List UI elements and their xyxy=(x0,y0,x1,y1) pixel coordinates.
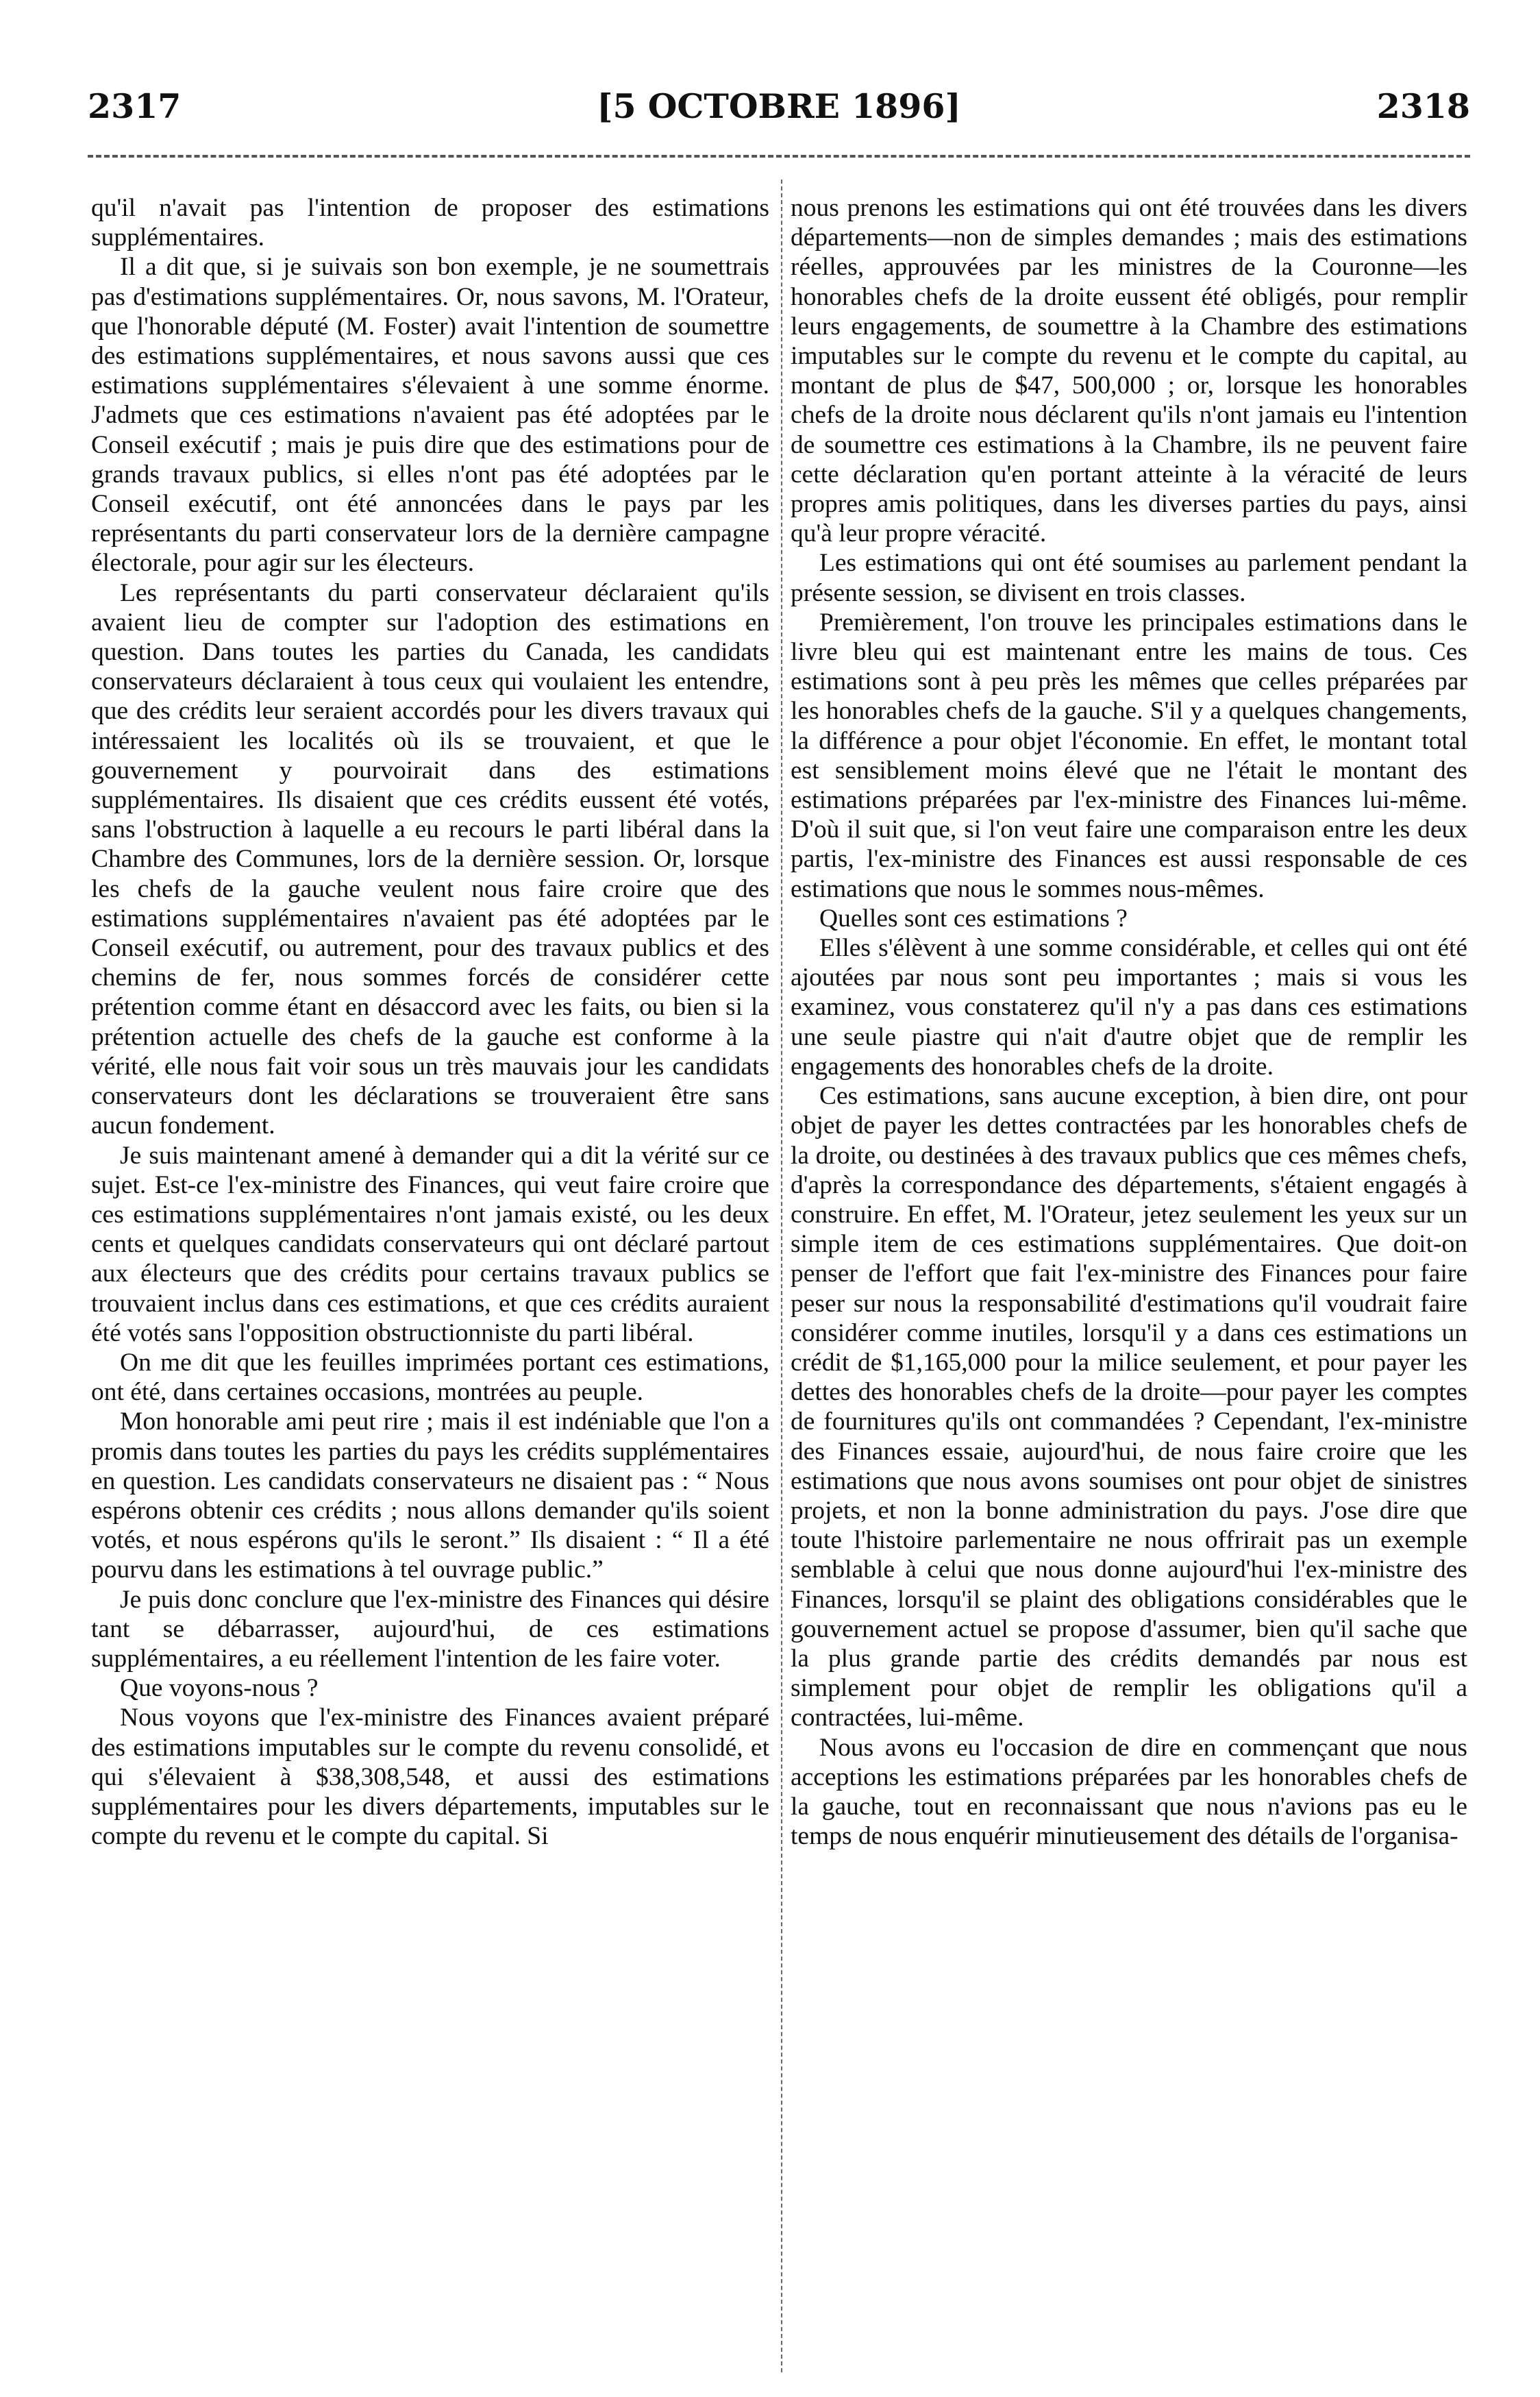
right-column xyxy=(791,193,1467,2352)
paragraph: Mon honorable ami peut rire ; mais il est indéniable que l'on a promis dans toutes les parties du pays les crédits supplémentaires en question. Les candidats conservateurs ne disaient pas : “ Nous espérons obtenir ces crédits ; nous allons demander qu'ils soient votés, et nous espérons qu'ils le seront.” Ils disaient : “ Il a été pourvu dans les estimations à tel ouvrage public.” xyxy=(91,1408,769,1584)
paragraph: Nous avons eu l'occasion de dire en commençant que nous acceptions les estimations préparées par les honorables chefs de la gauche, tout en reconnaissant que nous n'avions pas eu le temps de nous enquérir minutieusement des détails de l'organisa- xyxy=(791,1733,1467,1851)
paragraph: Ces estimations, sans aucune exception, à bien dire, ont pour objet de payer les dettes contractées par les honorables chefs de la droite, ou destinées à des travaux publics que ces mêmes chefs, d'après la correspondance des départements, s'étaient engagés à construire. En effet, M. l'Orateur, jetez seulement les yeux sur un simple item de ces estimations supplémentaires. Que doit-on penser de l'effort que fait l'ex-ministre des Finances pour faire peser sur nous la responsabilité d'estimations qu'il voudrait faire considérer comme inutiles, lorsqu'il y a dans ces estimations un crédit de $1,165,000 pour la milice seulement, et pour payer les dettes des honorables chefs de la droite—pour payer les comptes de fournitures qu'ils ont commandées ? Cependant, l'ex-ministre des Finances essaie, aujourd'hui, de nous faire croire que les estimations que nous avons soumises ont pour objet de sinistres projets, et non la bonne administration du pays. J'ose dire que toute l'histoire parlementaire ne nous offrirait pas un exemple semblable à celui que nous donne aujourd'hui l'ex-ministre des Finances, lorsqu'il se plaint des obligations considérables que le gouvernement actuel se propose d'assumer, bien qu'il sache que la plus grande partie des crédits demandés par nous est simplement pour objet de remplir les obligations qu'il a contractées, lui-même. xyxy=(791,1082,1467,1732)
column-divider xyxy=(781,180,782,2372)
paragraph: Elles s'élèvent à une somme considérable, et celles qui ont été ajoutées par nous sont peu importantes ; mais si vous les examinez, vous constaterez qu'il n'y a pas dans ces estimations une seule piastre qui n'ait d'autre objet que de remplir les engagements des honorables chefs de la droite. xyxy=(791,934,1467,1081)
paragraph: Il a dit que, si je suivais son bon exemple, je ne soumettrais pas d'estimations supplémentaires. Or, nous savons, M. l'Orateur, que l'honorable député (M. Foster) avait l'intention de soumettre des estimations supplémentaires, et nous savons aussi que ces estimations supplémentaires s'élevaient à une somme énorme. J'admets que ces estimations n'avaient pas été adoptées par le Conseil exécutif ; mais je puis dire que des estimations pour de grands travaux publics, si elles n'ont pas été adoptées par le Conseil exécutif, ont été annoncées dans le pays par les représentants du parti conservateur lors de la dernière campagne électorale, pour agir sur les électeurs. xyxy=(91,253,769,578)
left-column xyxy=(91,193,769,2352)
paragraph: Les estimations qui ont été soumises au parlement pendant la présente session, se divisent en trois classes. xyxy=(791,549,1467,607)
page-number-left: 2317 xyxy=(88,86,182,126)
header-date: [5 OCTOBRE 1896] xyxy=(597,86,961,126)
paragraph: On me dit que les feuilles imprimées portant ces estimations, ont été, dans certaines occasions, montrées au peuple. xyxy=(91,1348,769,1407)
page-header xyxy=(88,81,1470,143)
paragraph: Que voyons-nous ? xyxy=(120,1674,319,1703)
paragraph: Quelles sont ces estimations ? xyxy=(819,904,1128,933)
header-rule xyxy=(88,155,1470,158)
paragraph: Je suis maintenant amené à demander qui a dit la vérité sur ce sujet. Est-ce l'ex-ministre des Finances, qui veut faire croire que ces estimations supplémentaires n'ont jamais existé, ou les deux cents et quelques candidats conservateurs qui ont déclaré partout aux électeurs que des crédits pour certains travaux publics se trouvaient inclus dans ces estimations, et que ces crédits auraient été votés sans l'opposition obstructionniste du parti libéral. xyxy=(91,1141,769,1347)
paragraph: Premièrement, l'on trouve les principales estimations dans le livre bleu qui est maintenant entre les mains de tous. Ces estimations sont à peu près les mêmes que celles préparées par les honorables chefs de la gauche. S'il y a quelques changements, la différence a pour objet l'économie. En effet, le montant total est sensiblement moins élevé que ne l'était le montant des estimations préparées par l'ex-ministre des Finances lui-même. D'où il suit que, si l'on veut faire une comparaison entre les deux partis, l'ex-ministre des Finances est aussi responsable de ces estimations que nous le sommes nous-mêmes. xyxy=(791,608,1467,903)
paragraph: qu'il n'avait pas l'intention de proposer des estimations supplémentaires. xyxy=(91,194,769,252)
paragraph: Nous voyons que l'ex-ministre des Finances avaient préparé des estimations imputables sur le compte du revenu consolidé, et qui s'élevaient à $38,308,548, et aussi des estimations supplémentaires pour les divers départements, imputables sur le compte du revenu et le compte du capital. Si xyxy=(91,1704,769,1851)
paragraph: Les représentants du parti conservateur déclaraient qu'ils avaient lieu de compter sur l'adoption des estimations en question. Dans toutes les parties du Canada, les candidats conservateurs déclaraient à tous ceux qui voulaient les entendre, que des crédits leur seraient accordés pour les divers travaux qui intéressaient les localités où ils se trouvaient, et que le gouvernement y pourvoirait dans des estimations supplémentaires. Ils disaient que ces crédits eussent été votés, sans l'obstruction à laquelle a eu recours le parti libéral dans la Chambre des Communes, lors de la dernière session. Or, lorsque les chefs de la gauche veulent nous faire croire que des estimations supplémentaires n'avaient pas été adoptées par le Conseil exécutif, ou autrement, pour des travaux publics et des chemins de fer, nous sommes forcés de considérer cette prétention comme étant en désaccord avec les faits, ou bien si la prétention actuelle des chefs de la gauche est conforme à la vérité, elle nous fait voir sous un très mauvais jour les candidats conservateurs dont les déclarations se trouveraient être sans aucun fondement. xyxy=(91,578,769,1140)
paragraph: nous prenons les estimations qui ont été trouvées dans les divers départements—non de simples demandes ; mais des estimations réelles, approuvées par les ministres de la Couronne—les honorables chefs de la droite eussent été obligés, pour remplir leurs engagements, de soumettre à la Chambre des estimations imputables sur le compte du revenu et le compte du capital, au montant de plus de $47, 500,000 ; or, lorsque les honorables chefs de la droite nous déclarent qu'ils n'ont jamais eu l'intention de soumettre ces estimations à la Chambre, ils ne peuvent faire cette déclaration qu'en portant atteinte à la véracité de leurs propres amis politiques, dans les diverses parties du pays, ainsi qu'à leur propre véracité. xyxy=(791,194,1467,548)
page-number-right: 2318 xyxy=(1376,86,1470,126)
paragraph: Je puis donc conclure que l'ex-ministre des Finances qui désire tant se débarrasser, aujourd'hui, de ces estimations supplémentaires, a eu réellement l'intention de les faire voter. xyxy=(91,1585,769,1673)
